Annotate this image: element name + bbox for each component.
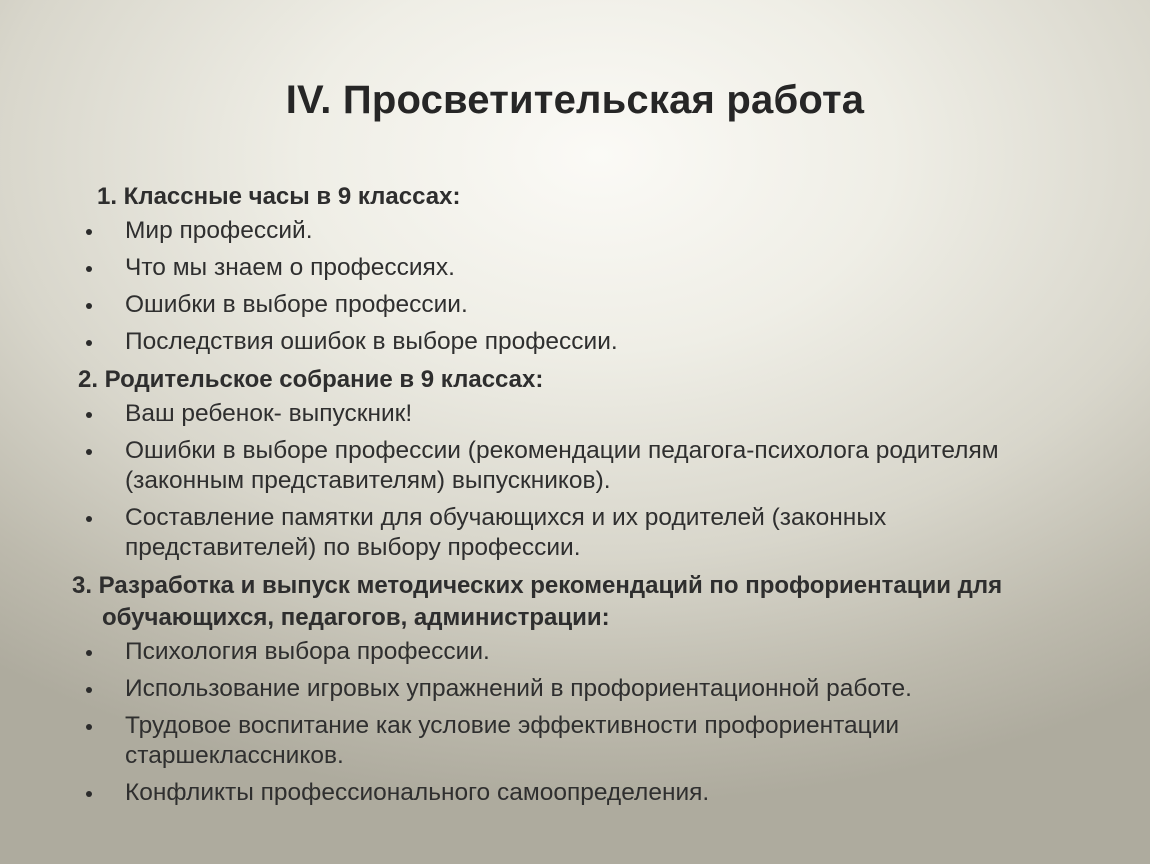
list-item (70, 399, 1080, 429)
bullet-icon (86, 449, 92, 455)
slide-title: IV. Просветительская работа (285, 78, 865, 122)
bullet-icon (86, 724, 92, 730)
list-item-text: Что мы знаем о профессиях. (125, 254, 455, 281)
slide-content (70, 181, 1080, 815)
list-item (70, 637, 1080, 667)
list-item (70, 436, 1080, 496)
list-item (70, 711, 1080, 771)
list-item (70, 674, 1080, 704)
section-heading-class-hours: 1. Классные часы в 9 классах: (97, 183, 461, 210)
list-item-text: Трудовое воспитание как условие эффективности профориентации старшеклассников. (125, 712, 900, 769)
bullet-icon (86, 650, 92, 656)
bullet-icon (86, 303, 92, 309)
list-item-text: Мир профессий. (125, 217, 313, 244)
list-item-text: Последствия ошибок в выборе профессии. (125, 328, 618, 355)
list-item-text: Ошибки в выборе профессии. (125, 291, 468, 318)
bullet-icon (86, 791, 92, 797)
bullet-icon (86, 266, 92, 272)
bullet-icon (86, 229, 92, 235)
list-item (70, 503, 1080, 563)
list-item-text: Ошибки в выборе профессии (рекомендации педагога-психолога родителям (законным представителям) выпускников). (125, 437, 999, 494)
section-heading-method-recommendations: 3. Разработка и выпуск методических рекомендаций по профориентации для обучающихся, педагогов, администрации: (72, 572, 1003, 631)
list-item-text: Конфликты профессионального самоопределения. (125, 779, 710, 806)
bullet-icon (86, 340, 92, 346)
list-item (70, 290, 1080, 320)
section-heading-parent-meeting: 2. Родительское собрание в 9 классах: (78, 366, 544, 393)
bullet-icon (86, 516, 92, 522)
bullet-icon (86, 687, 92, 693)
list-item-text: Составление памятки для обучающихся и их родителей (законных представителей) по выбору профессии. (125, 504, 887, 561)
list-item-text: Психология выбора профессии. (125, 638, 490, 665)
list-item (70, 253, 1080, 283)
list-item (70, 216, 1080, 246)
section-list-method-recommendations (70, 637, 1080, 808)
list-item-text: Ваш ребенок- выпускник! (125, 400, 413, 427)
section-list-class-hours (70, 216, 1080, 357)
list-item (70, 778, 1080, 808)
section-list-parent-meeting (70, 399, 1080, 563)
list-item-text: Использование игровых упражнений в профориентационной работе. (125, 675, 912, 702)
list-item (70, 327, 1080, 357)
bullet-icon (86, 412, 92, 418)
